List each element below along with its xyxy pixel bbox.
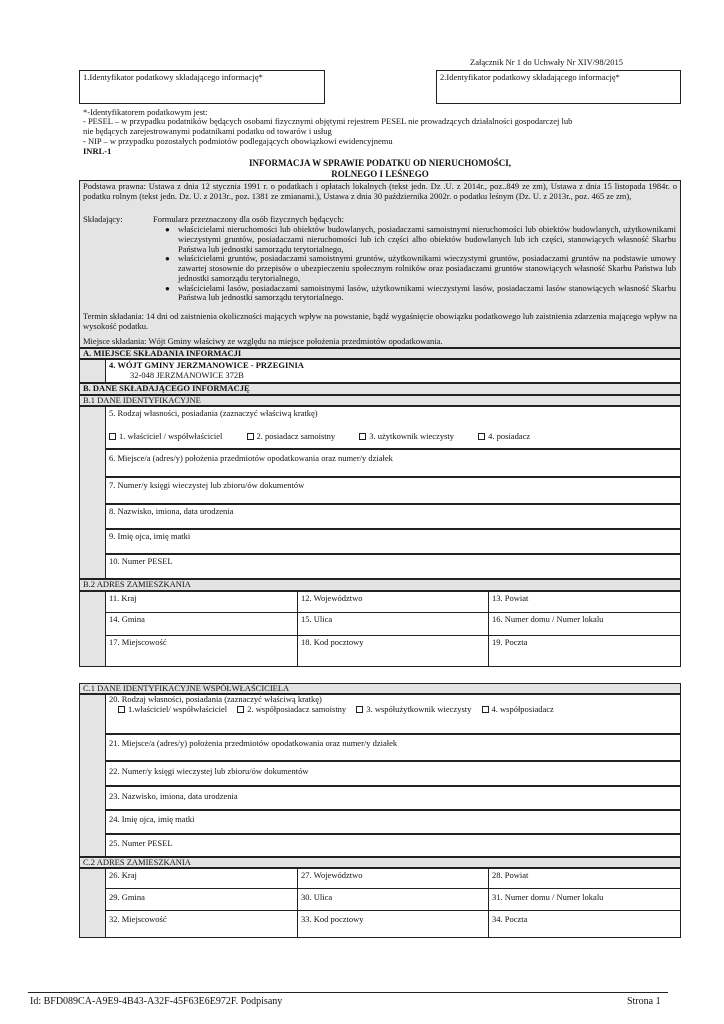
co-address-locality-field[interactable] [105, 910, 298, 938]
co-ownership-option-owner[interactable]: 1.właściciel/ współwłaściciel [118, 704, 227, 714]
checkbox-icon[interactable] [247, 433, 254, 440]
address-post-office-label: 19. Poczta [492, 637, 528, 647]
co-ownership-options [118, 705, 554, 715]
co-land-register-field[interactable] [105, 761, 681, 786]
co-ownership-type-label: 20. Rodzaj własności, posiadania (zaznaczyć właściwą kratkę) [109, 694, 322, 704]
name-birthdate-field[interactable] [105, 504, 681, 529]
co-address-country-field[interactable] [105, 868, 298, 889]
section-b-header [79, 383, 681, 395]
filer-types-list [165, 224, 676, 303]
address-post-office-field[interactable] [488, 635, 681, 667]
land-register-label: 7. Numer/y księgi wieczystej lub zbioru/ów dokumentów [109, 480, 305, 490]
address-locality-label: 17. Miejscowość [109, 637, 167, 647]
ownership-option-owner[interactable]: 1. właściciel / współwłaściciel [109, 431, 222, 441]
address-postal-code-label: 18. Kod pocztowy [301, 637, 364, 647]
land-register-field[interactable] [105, 477, 681, 504]
note-nip: - NIP – w przypadku pozostałych podmiotów podlegających obowiązkowi ewidencyjnemu [83, 136, 393, 146]
co-address-municipality-field[interactable] [105, 888, 298, 911]
form-title-line1: INFORMACJA W SPRAWIE PODATKU OD NIERUCHOMOŚCI, [248, 158, 512, 168]
co-address-street-label: 30. Ulica [301, 892, 333, 902]
ownership-option-perpetual[interactable]: 3. użytkownik wieczysty [359, 431, 454, 441]
co-address-house-number-label: 31. Numer domu / Numer lokalu [492, 892, 604, 902]
form-code: INRL-1 [83, 146, 112, 156]
address-country-field[interactable] [105, 591, 298, 613]
property-location-label: 6. Miejsce/a (adres/y) położenia przedmiotów opodatkowania oraz numer/y działek [109, 453, 393, 463]
property-location-field[interactable] [105, 449, 681, 477]
co-address-voivodeship-label: 27. Województwo [301, 870, 363, 880]
filer-type-item: ● właścicielami nieruchomości lub obiektów budowlanych, posiadaczami samoistnymi nieruchomości lub obiektów budowlanych, użytkownikami wieczystymi gruntów, posiadaczami nieruchomości lub ich części albo obiektów budowlanych lub ich części, stanowiących własność Skarbu Państwa lub jednostki samorządu terytorialnego, [165, 224, 676, 254]
co-ownership-option-perpetual[interactable]: 3. współużytkownik wieczysty [356, 704, 471, 714]
filer-type-item: ● właścicielami gruntów, posiadaczami samoistnymi gruntów, użytkownikami wieczystymi gruntów, posiadaczami gruntów na podstawie umowy zawartej stosownie do przepisów o ubezpieczeniu społecznym rolników oraz posiadaczami gruntów stanowiących własność Skarbu Państwa lub jednostki samorządu terytorialnego, [165, 253, 676, 283]
annex-reference: Załącznik Nr 1 do Uchwały Nr XIV/98/2015 [470, 57, 623, 67]
parents-names-label: 9. Imię ojca, imię matki [109, 531, 191, 541]
co-address-postal-code-label: 33. Kod pocztowy [301, 914, 364, 924]
address-postal-code-field[interactable] [297, 635, 489, 667]
legal-basis: Podstawa prawna: Ustawa z dnia 12 stycznia 1991 r. o podatkach i opłatach lokalnych (tekst jedn. Dz .U. z 2014r., poz..849 ze zm), Ustawa z dnia 15 listopada 1984r. o podatku rolnym (tekst jedn. Dz. U. z 2013r., poz. 1381 ze zmianami.), Ustawa z dnia 30 października 2002r. o podatku leśnym (Dz. U. z 2013r., poz. 465 ze zm), [83, 181, 677, 201]
co-address-municipality-label: 29. Gmina [109, 892, 145, 902]
tax-office-field [105, 359, 681, 383]
ownership-type-field [105, 406, 681, 449]
name-birthdate-label: 8. Nazwisko, imiona, data urodzenia [109, 506, 234, 516]
address-street-label: 15. Ulica [301, 614, 333, 624]
co-pesel-field[interactable] [105, 834, 681, 857]
form-title-line2: ROLNEGO I LEŚNEGO [331, 169, 429, 179]
section-b2-title: B.2 ADRES ZAMIESZKANIA [83, 579, 191, 589]
co-land-register-label: 22. Numer/y księgi wieczystej lub zbioru/ów dokumentów [109, 766, 309, 776]
filer-label: Składający: [83, 214, 123, 224]
tax-office-name: 4. WÓJT GMINY JERZMANOWICE - PRZEGINIA [109, 360, 304, 370]
co-parents-names-label: 24. Imię ojca, imię matki [109, 814, 195, 824]
section-c2-header [79, 857, 681, 868]
co-ownership-type-field [105, 694, 681, 734]
section-c1-header [79, 683, 681, 694]
taxpayer-id-label-1: 1.Identyfikator podatkowy składającego informację* [83, 72, 263, 82]
bullet-icon: ● [165, 283, 170, 293]
filer-description: Formularz przeznaczony dla osób fizycznych będących: [153, 214, 344, 224]
address-county-label: 13. Powiat [492, 593, 529, 603]
section-c2-title: C.2 ADRES ZAMIESZKANIA [83, 857, 191, 867]
co-address-post-office-field[interactable] [488, 910, 681, 938]
co-name-birthdate-label: 23. Nazwisko, imiona, data urodzenia [109, 791, 238, 801]
address-house-number-field[interactable] [488, 612, 681, 636]
address-voivodeship-field[interactable] [297, 591, 489, 613]
ownership-option-independent[interactable]: 2. posiadacz samoistny [247, 431, 336, 441]
checkbox-icon[interactable] [237, 706, 244, 713]
ownership-type-label: 5. Rodzaj własności, posiadania (zaznaczyć właściwą kratkę) [109, 408, 318, 418]
section-a-header [79, 348, 681, 359]
filing-deadline: Termin składania: 14 dni od zaistnienia okoliczności mających wpływ na powstanie, bądź wygaśnięcie obowiązku podatkowego lub zaistnienia zdarzenia mającego wpływ na wysokość podatku. [83, 311, 677, 331]
co-address-county-label: 28. Powiat [492, 870, 529, 880]
address-house-number-label: 16. Numer domu / Numer lokalu [492, 614, 604, 624]
co-ownership-option-independent[interactable]: 2. współposiadacz samoistny [237, 704, 346, 714]
checkbox-icon[interactable] [359, 433, 366, 440]
address-county-field[interactable] [488, 591, 681, 613]
taxpayer-id-field-2[interactable] [436, 70, 681, 104]
section-b2-header [79, 579, 681, 591]
filer-type-item: ● właścicielami lasów, posiadaczami samoistnymi lasów, użytkownikami wieczystymi lasów, posiadaczami lasów stanowiących własność Skarbu Państwa lub jednostki samorządu terytorialnego. [165, 282, 676, 303]
co-name-birthdate-field[interactable] [105, 786, 681, 810]
ownership-option-holder[interactable]: 4. posiadacz [478, 431, 530, 441]
taxpayer-id-label-2: 2.Identyfikator podatkowy składającego informację* [440, 72, 620, 82]
legal-info-panel [79, 180, 681, 348]
address-locality-field[interactable] [105, 635, 298, 667]
section-c1-title: C.1 DANE IDENTYFIKACYJNE WSPÓŁWŁAŚCICIELA [83, 683, 290, 693]
taxpayer-id-field-1[interactable] [79, 70, 325, 104]
bullet-icon: ● [165, 225, 170, 234]
section-b1-title: B.1 DANE IDENTYFIKACYJNE [83, 395, 201, 405]
co-address-locality-label: 32. Miejscowość [109, 914, 167, 924]
section-b-title: B. DANE SKŁADAJĄCEGO INFORMACJĘ [83, 383, 250, 393]
note-pesel-cont: nie będących zarejestrowanymi podatnikami podatku od towarów i usług [83, 126, 332, 136]
checkbox-icon[interactable] [356, 706, 363, 713]
co-ownership-option-holder[interactable]: 4. współposiadacz [482, 704, 554, 714]
co-address-post-office-label: 34. Poczta [492, 914, 528, 924]
bullet-icon: ● [165, 254, 170, 264]
checkbox-icon[interactable] [482, 706, 489, 713]
checkbox-icon[interactable] [118, 706, 125, 713]
co-address-house-number-field[interactable] [488, 888, 681, 911]
co-address-postal-code-field[interactable] [297, 910, 489, 938]
note-id-intro: *-Identyfikatorem podatkowym jest: [83, 107, 208, 117]
tax-office-address: 32-048 JERZMANOWICE 372B [130, 370, 244, 380]
section-a-title: A. MIEJSCE SKŁADANIA INFORMACJI [83, 348, 242, 358]
address-municipality-field[interactable] [105, 612, 298, 636]
co-address-country-label: 26. Kraj [109, 870, 137, 880]
footer-divider [28, 992, 668, 993]
co-address-voivodeship-field[interactable] [297, 868, 489, 889]
checkbox-icon[interactable] [478, 433, 485, 440]
document-id: Id: BFD089CA-A9E9-4B43-A32F-45F63E6E972F. Podpisany [30, 996, 283, 1007]
note-pesel: - PESEL – w przypadku podatników będących osobami fizycznymi objętymi rejestrem PESEL nie prowadzących działalności gospodarczej lub [83, 116, 573, 126]
page-number: Strona 1 [627, 996, 661, 1007]
co-property-location-label: 21. Miejsce/a (adres/y) położenia przedmiotów opodatkowania oraz numer/y działek [109, 738, 398, 748]
co-parents-names-field[interactable] [105, 810, 681, 834]
address-street-field[interactable] [297, 612, 489, 636]
co-address-county-field[interactable] [488, 868, 681, 889]
filing-place: Miejsce składania: Wójt Gminy właściwy ze względu na miejsce położenia przedmiotów opodatkowania. [83, 336, 443, 346]
co-address-street-field[interactable] [297, 888, 489, 911]
section-b1-header [79, 395, 681, 406]
parents-names-field[interactable] [105, 529, 681, 554]
ownership-options [109, 432, 552, 442]
co-property-location-field[interactable] [105, 734, 681, 761]
pesel-label: 10. Numer PESEL [109, 556, 173, 566]
address-country-label: 11. Kraj [109, 593, 137, 603]
address-voivodeship-label: 12. Województwo [301, 593, 363, 603]
co-pesel-label: 25. Numer PESEL [109, 838, 173, 848]
checkbox-icon[interactable] [109, 433, 116, 440]
address-municipality-label: 14. Gmina [109, 614, 145, 624]
pesel-field[interactable] [105, 554, 681, 579]
